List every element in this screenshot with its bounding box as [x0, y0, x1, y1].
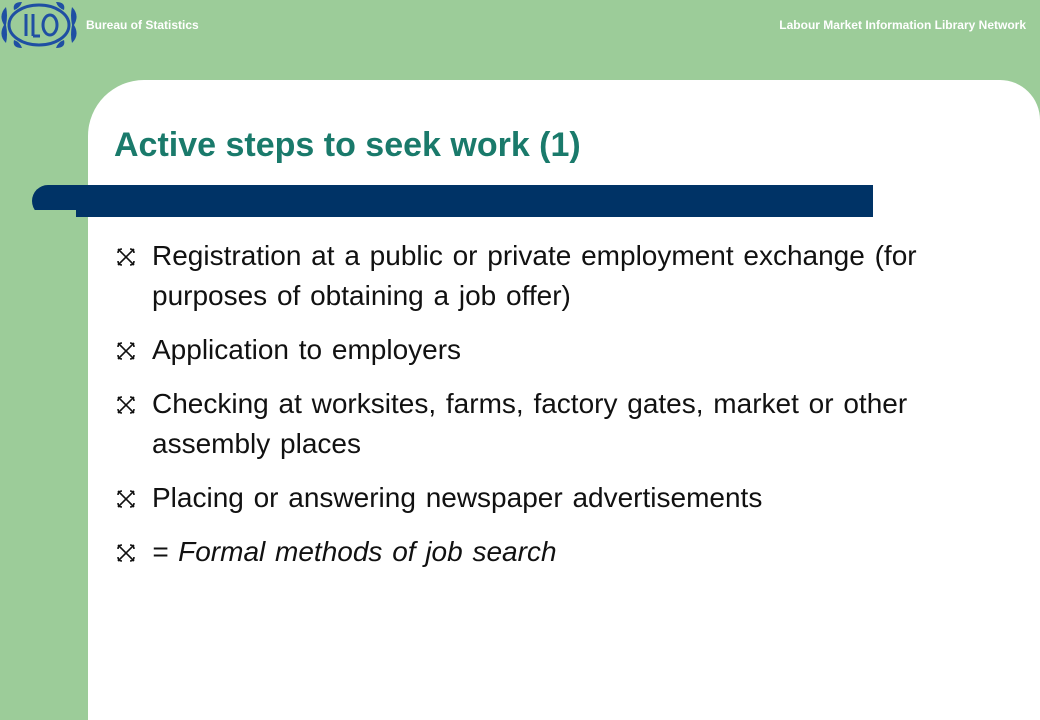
ilo-logo — [0, 0, 78, 50]
header-right-text: Labour Market Information Library Network — [779, 18, 1026, 32]
bullet-cross-icon — [116, 542, 136, 564]
bullet-item — [112, 532, 1012, 572]
slide-title: Active steps to seek work (1) — [114, 126, 581, 164]
title-underline-bar — [32, 185, 873, 217]
bullet-item — [112, 330, 1012, 370]
bullet-text: Checking at worksites, farms, factory gates, market or other assembly places — [152, 388, 908, 459]
bullet-item — [112, 478, 1012, 518]
header-left-text: Bureau of Statistics — [86, 18, 199, 32]
bullet-item — [112, 384, 1012, 464]
bullet-cross-icon — [116, 340, 136, 362]
bullet-cross-icon — [116, 246, 136, 268]
bullet-text: Placing or answering newspaper advertisements — [152, 482, 763, 513]
bullet-item — [112, 236, 1012, 316]
bullet-list — [112, 236, 1012, 586]
bullet-text: = Formal methods of job search — [152, 536, 557, 567]
bullet-cross-icon — [116, 394, 136, 416]
bullet-cross-icon — [116, 488, 136, 510]
title-bar-notch — [32, 210, 76, 217]
bullet-text: Registration at a public or private employment exchange (for purposes of obtaining a job offer) — [152, 240, 917, 311]
bullet-text: Application to employers — [152, 334, 462, 365]
